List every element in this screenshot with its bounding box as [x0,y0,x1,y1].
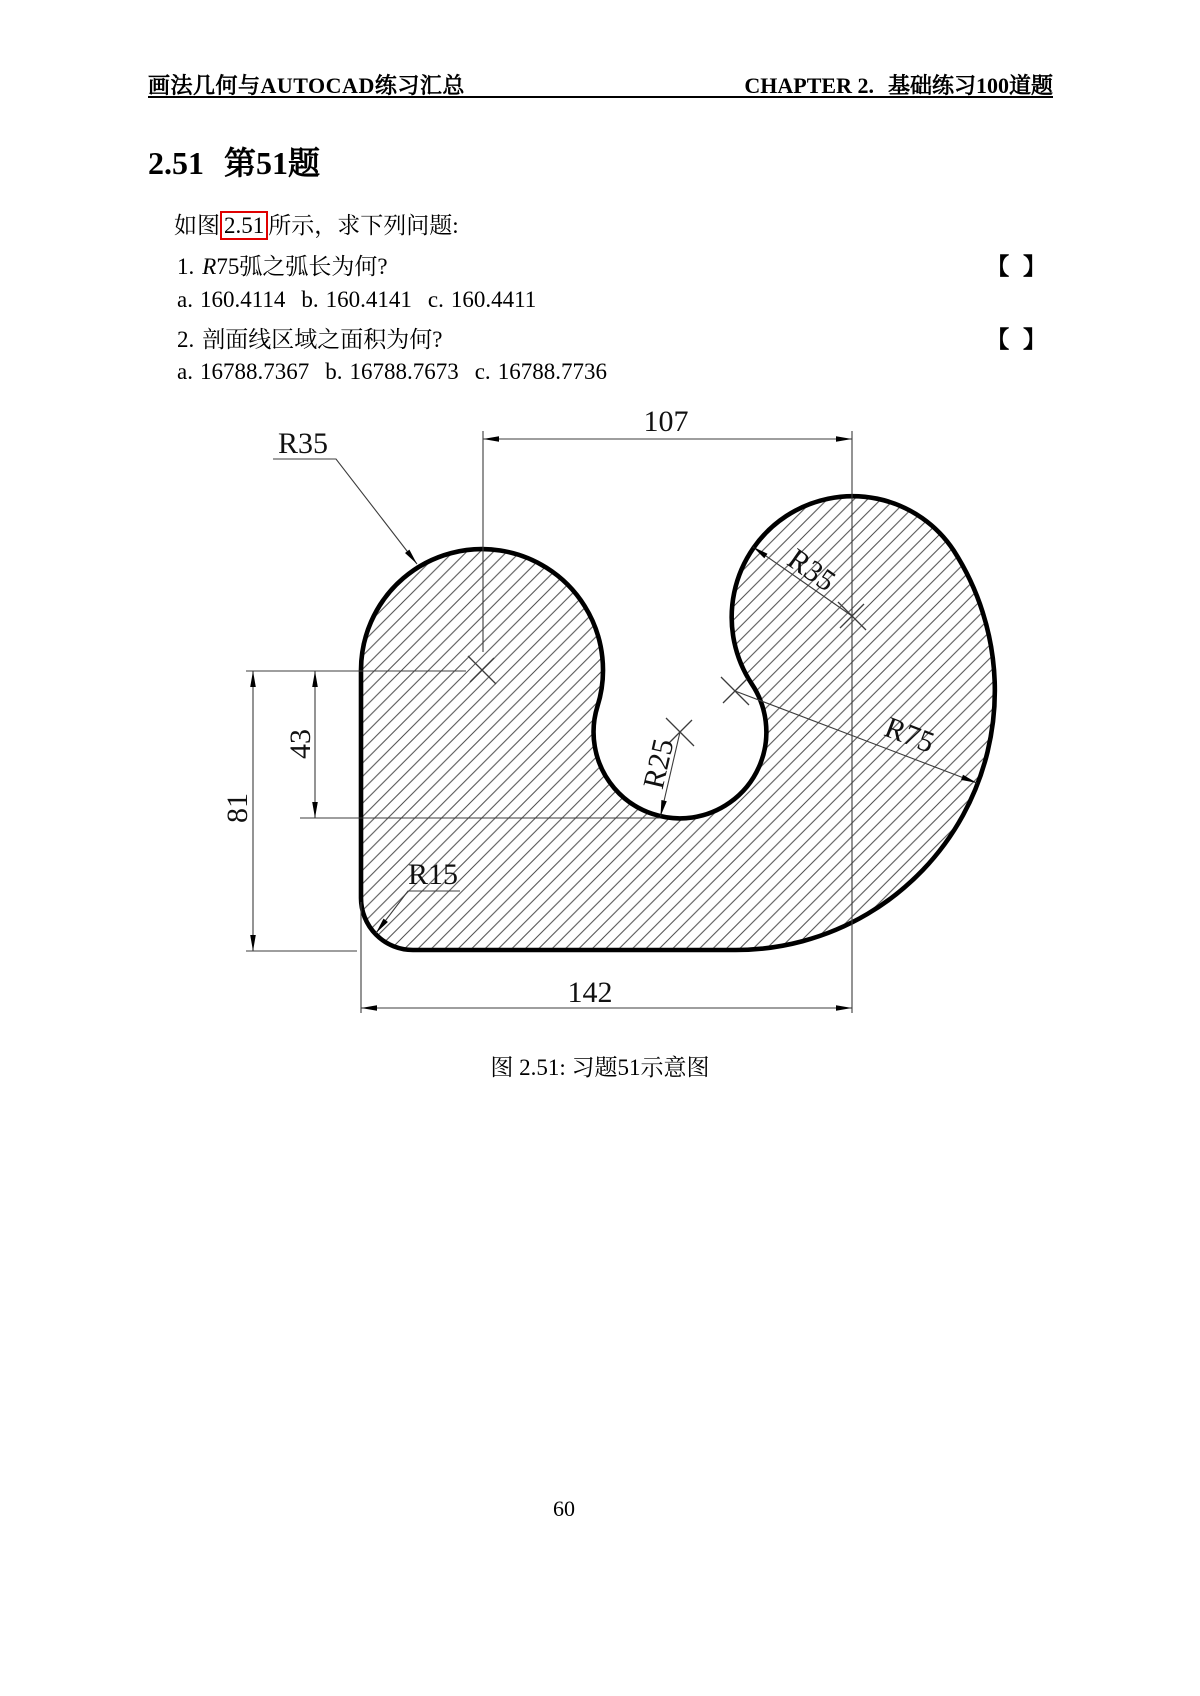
header-chapter-title: 基础练习100道题 [887,73,1053,98]
q1-option-b-label: b. [301,287,319,312]
figure-caption: 图 2.51: 习题51示意图 [490,1055,710,1080]
q1-option-c-label: c. [427,287,444,312]
dim-107-label: 107 [643,405,689,438]
radius-r15-label: R15 [407,858,459,891]
question-2-number: 2. [177,327,195,352]
question-1-text: 75弧之弧长为何? [216,254,388,279]
question-2-answer-box: 【 】 [986,327,1050,352]
q1-option-b-value: 160.4141 [325,287,412,312]
dim-142-label: 142 [567,976,613,1009]
question-2-text: 剖面线区域之面积为何? [202,327,443,352]
q1-option-a-value: 160.4114 [199,287,286,312]
radius-r35-left-label: R35 [277,427,329,460]
header-chapter-label: CHAPTER 2. [744,73,874,98]
question-1-variable: R [202,254,217,279]
question-1-number: 1. [177,254,195,279]
q2-option-c-value: 16788.7736 [497,359,607,384]
question-1-answer-box: 【 】 [986,254,1050,279]
q1-option-a-label: a. [177,287,193,312]
intro-suffix: 所示，求下列问题: [268,213,459,238]
q2-option-b-label: b. [325,359,343,384]
intro-prefix: 如图 [174,213,220,238]
q2-option-c-label: c. [474,359,491,384]
page-number: 60 [553,1496,575,1521]
q1-option-c-value: 160.4411 [450,287,537,312]
section-number: 2.51 [148,145,204,181]
header-left-title: 画法几何与AUTOCAD练习汇总 [148,73,465,98]
dim-43-label: 43 [284,729,317,759]
q2-option-a-value: 16788.7367 [199,359,310,384]
radius-r35-lobe-label: R35 [781,542,842,599]
section-name: 第51题 [224,145,321,181]
q2-option-b-value: 16788.7673 [349,359,459,384]
center-mark-r75 [721,677,749,705]
radius-r75-label: R75 [880,710,939,760]
dim-81-label: 81 [221,793,254,823]
figure-reference-link[interactable]: 2.51 [220,211,268,240]
radius-r25-label: R25 [637,735,681,792]
q2-option-a-label: a. [177,359,193,384]
